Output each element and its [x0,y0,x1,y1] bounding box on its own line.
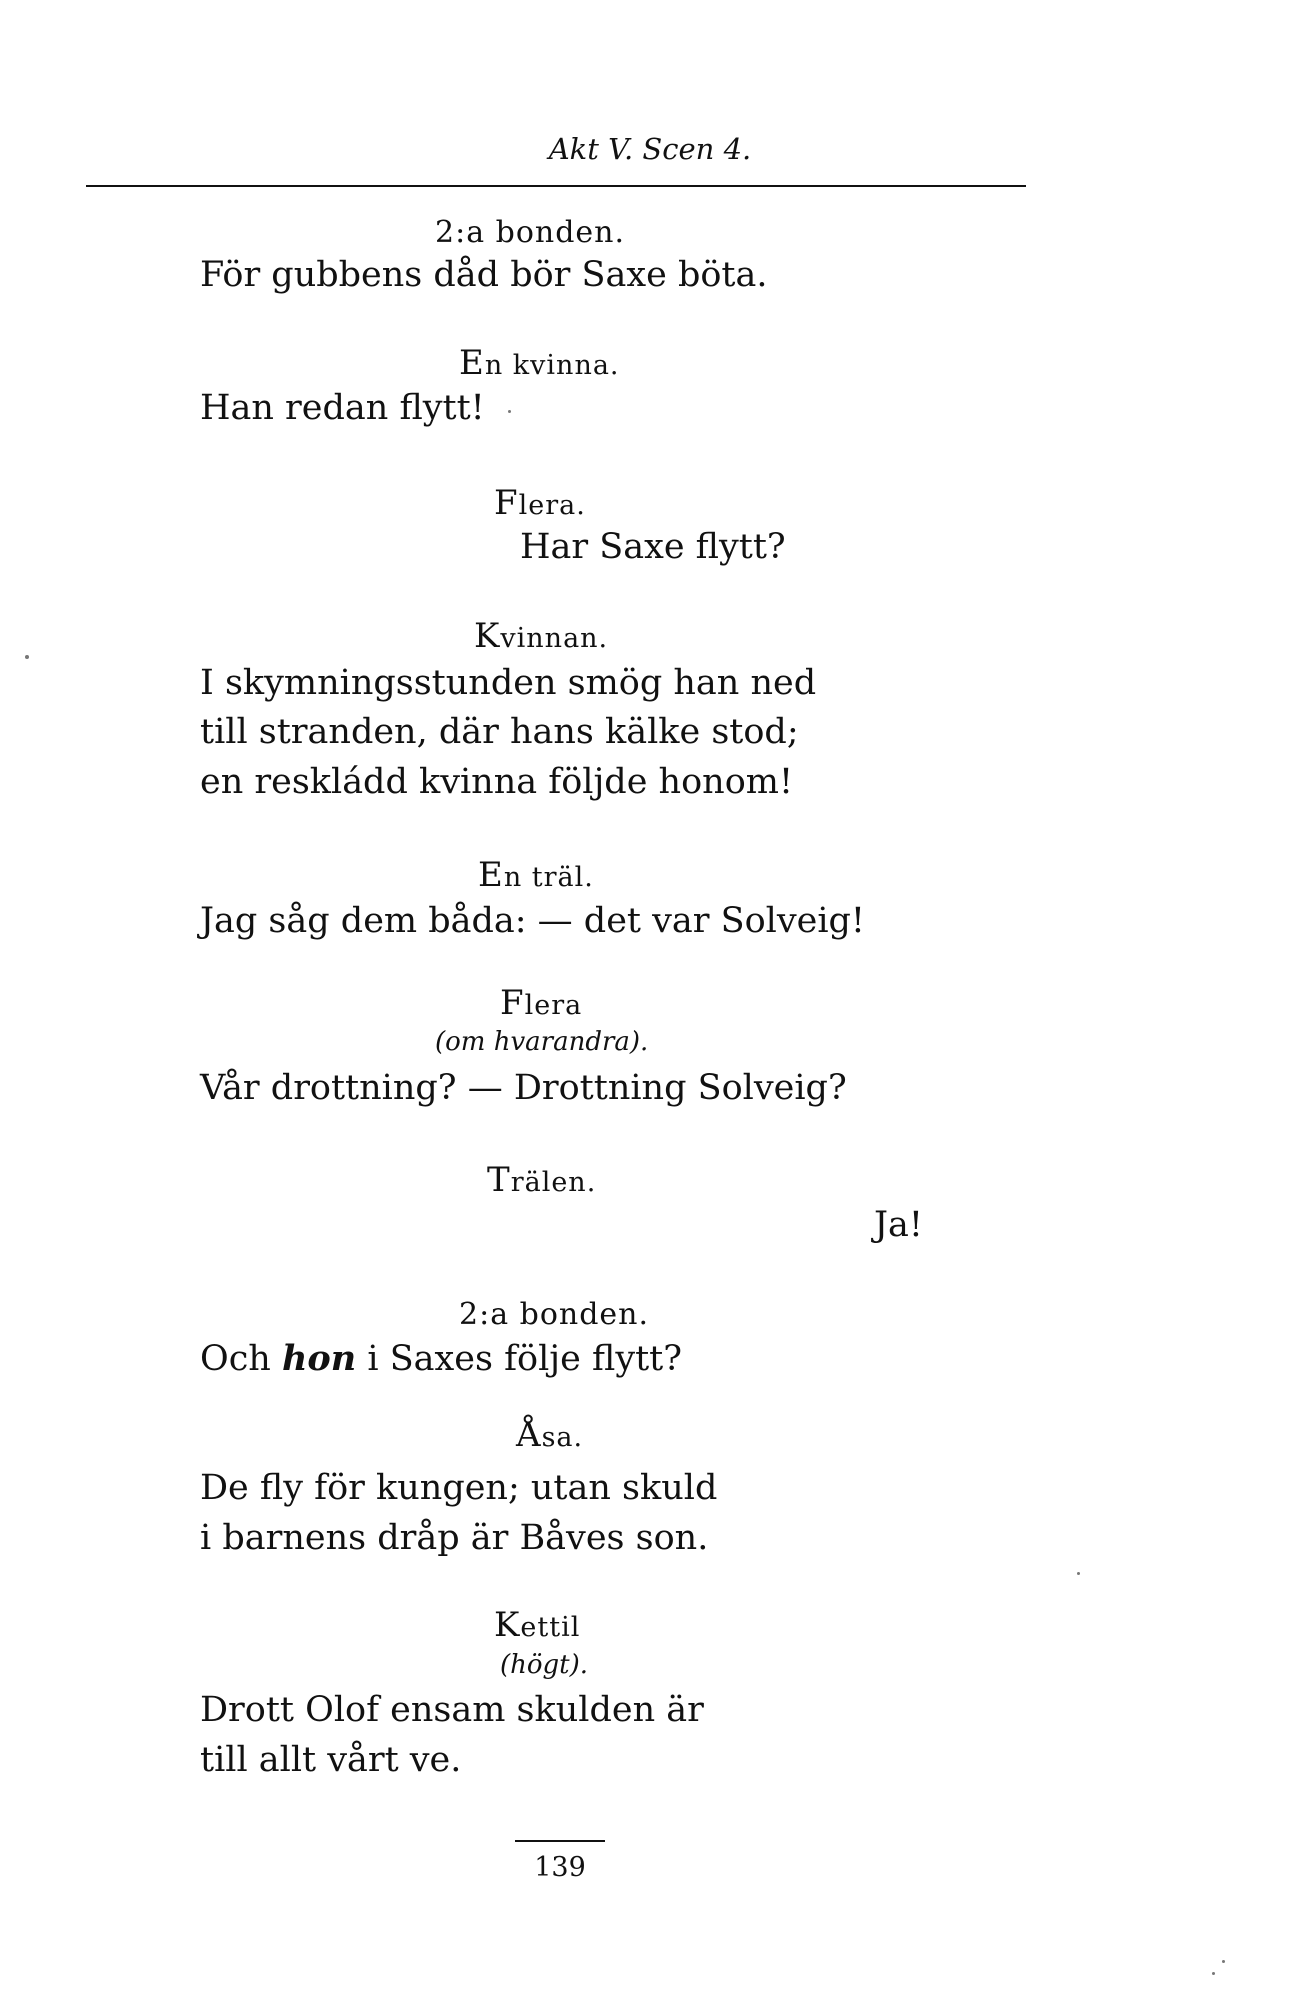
speaker-flera: Flera [500,983,583,1023]
speaker-tralen: Trälen. [487,1160,597,1200]
verse-line: Han redan flytt! [200,388,485,428]
verse-line: I skymningsstunden smög han ned [200,663,817,703]
speaker-en-kvinna: En kvinna. [459,343,620,383]
verse-line: Drott Olof ensam skulden är [200,1690,704,1730]
scan-speck [1212,1972,1215,1975]
running-header: Akt V. Scen 4. [548,132,752,166]
scan-speck [508,410,511,413]
scan-speck [25,655,29,659]
scan-speck [1077,1572,1080,1575]
speaker-kettil: Kettil [494,1605,581,1645]
speaker-flera: Flera. [494,483,586,523]
speaker-kvinnan: Kvinnan. [474,616,609,656]
verse-line: Jag såg dem båda: — det var Solveig! [200,901,865,941]
speaker-en-tral: En träl. [478,855,594,895]
verse-line: Ja! [874,1205,923,1245]
stage-direction: (om hvarandra). [435,1027,649,1057]
verse-line: Vår drottning? — Drottning Solveig? [200,1068,847,1108]
verse-line: till stranden, där hans kälke stod; [200,712,799,752]
verse-line: Har Saxe flytt? [520,527,786,567]
speaker-andra-bonden: 2:a bonden. [459,1297,650,1332]
header-rule [86,185,1026,187]
scan-speck [1222,1960,1225,1963]
footer-rule [515,1840,605,1842]
verse-line: De fly för kungen; utan skuld [200,1468,718,1508]
emphasis: hon [281,1338,357,1379]
page-number: 139 [534,1852,586,1883]
verse-line: Och hon i Saxes följe flytt? [200,1338,682,1379]
speaker-asa: Åsa. [516,1415,584,1455]
verse-line: i barnens dråp är Båves son. [200,1518,709,1558]
stage-direction: (högt). [500,1650,589,1680]
verse-line: till allt vårt ve. [200,1740,462,1780]
verse-line: en reskládd kvinna följde honom! [200,762,794,802]
speaker-andra-bonden: 2:a bonden. [435,215,626,250]
verse-line: För gubbens dåd bör Saxe böta. [200,255,768,295]
